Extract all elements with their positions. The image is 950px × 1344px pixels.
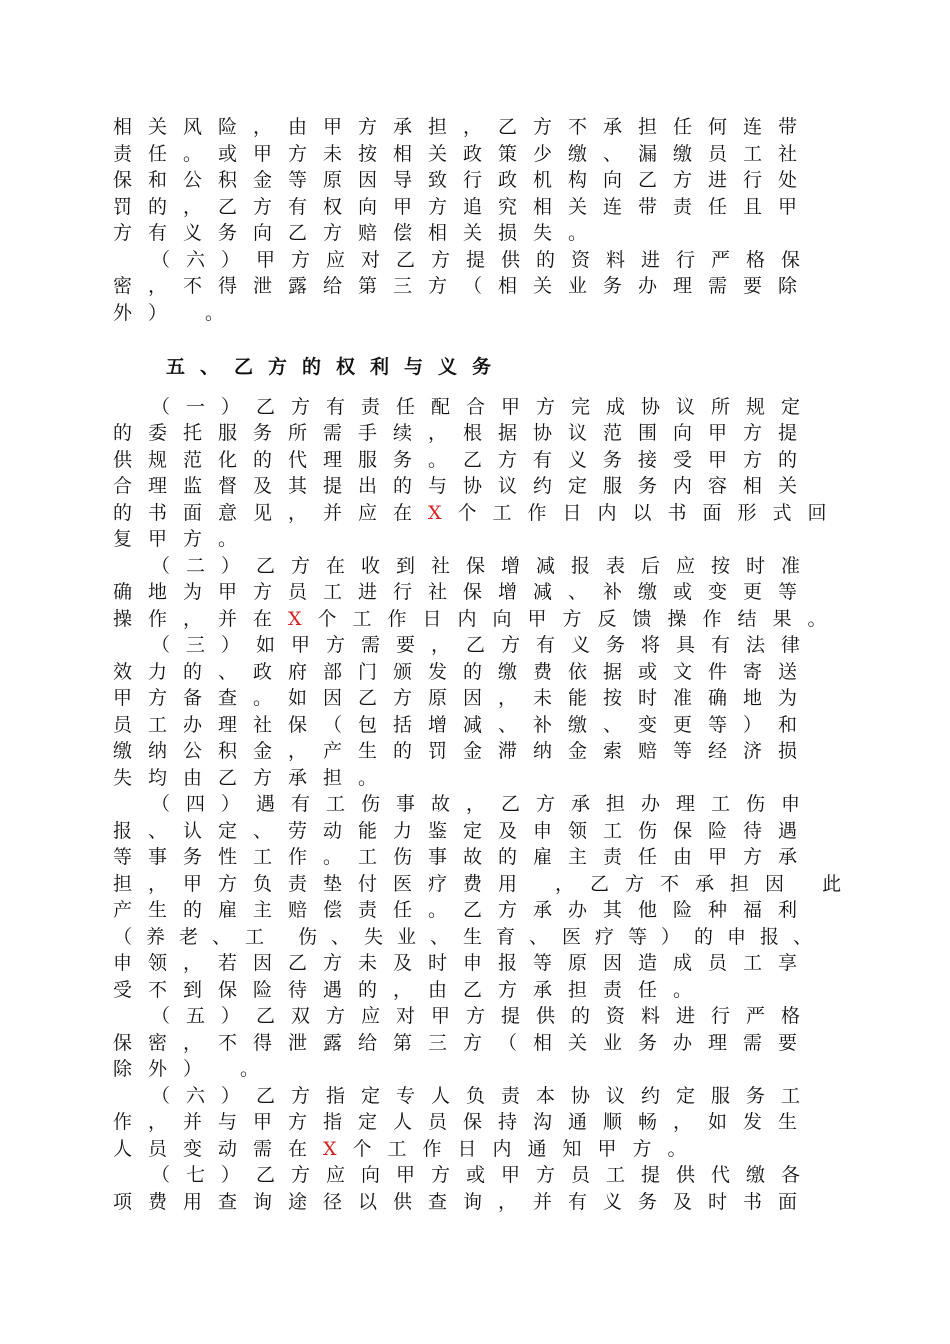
paragraph-line: 申领，若因乙方未及时申报等原因造成员工享 xyxy=(113,952,814,974)
paragraph-line: 的委托服务所需手续，根据协议范围向甲方提 xyxy=(113,422,814,444)
placeholder-mark: X xyxy=(428,502,458,524)
paragraph-line: 合理监督及其提出的与协议约定服务内容相关 xyxy=(113,475,814,497)
placeholder-mark: X xyxy=(288,608,318,630)
paragraph-line xyxy=(113,500,843,526)
line-segment: 的书面意见，并应在 xyxy=(113,502,429,524)
line-segment: 操作，并在 xyxy=(113,608,289,630)
paragraph-line: （五）乙双方应对甲方提供的资料进行严格 xyxy=(151,1005,817,1027)
paragraph-line: 担，甲方负责垫付医疗费用 ，乙方不承担因 此 xyxy=(113,873,858,895)
paragraph-line: 作，并与甲方指定人员保持沟通顺畅，如发生 xyxy=(113,1111,814,1133)
paragraph-line: 报、认定、劳动能力鉴定及申领工伤保险待遇 xyxy=(113,820,814,842)
paragraph-line xyxy=(113,606,843,632)
line-segment: 个工作日内以书面形式回 xyxy=(457,502,843,524)
paragraph-line: 责任。或甲方未按相关政策少缴、漏缴员工社 xyxy=(113,143,814,165)
paragraph-line xyxy=(113,1136,703,1162)
paragraph-line: 等事务性工作。工伤事故的雇主责任由甲方承 xyxy=(113,846,814,868)
paragraph-line: 方有义务向乙方赔偿相关损失。 xyxy=(113,222,604,244)
paragraph-line: 保密，不得泄露给第三方（相关业务办理需要 xyxy=(113,1032,814,1054)
paragraph-line: 除外） 。 xyxy=(113,1058,276,1080)
paragraph-line: （三）如甲方需要，乙方有义务将具有法律 xyxy=(151,634,817,656)
paragraph-line: 受不到保险待遇的，由乙方承担责任。 xyxy=(113,979,709,1001)
paragraph-line: 效力的、政府部门颁发的缴费依据或文件寄送 xyxy=(113,661,814,683)
paragraph-line: 确地为甲方员工进行社保增减、补缴或变更等 xyxy=(113,581,814,603)
paragraph-line: 失均由乙方承担。 xyxy=(113,767,394,789)
paragraph-line: 员工办理社保（包括增减、补缴、变更等）和 xyxy=(113,714,814,736)
paragraph-line: （六）乙方指定专人负责本协议约定服务工 xyxy=(151,1085,817,1107)
paragraph-line: 相关风险，由甲方承担，乙方不承担任何连带 xyxy=(113,116,814,138)
paragraph-line: （一）乙方有责任配合甲方完成协议所规定 xyxy=(151,396,817,418)
paragraph-line: 产生的雇主赔偿责任。乙方承办其他险种福利 xyxy=(113,899,814,921)
paragraph-line: （养老、工 伤、失业、生育、医疗等）的申报、 xyxy=(113,926,827,948)
paragraph-line: 项费用查询途径以供查询，并有义务及时书面 xyxy=(113,1191,814,1213)
paragraph-line: 保和公积金等原因导致行政机构向乙方进行处 xyxy=(113,169,814,191)
section-heading: 五、乙方的权利与义务 xyxy=(166,356,507,378)
paragraph-line: 供规范化的代理服务。乙方有义务接受甲方的 xyxy=(113,449,814,471)
paragraph-line: （六）甲方应对乙方提供的资料进行严格保 xyxy=(151,249,817,271)
paragraph-line: （四）遇有工伤事故，乙方承担办理工伤申 xyxy=(151,793,817,815)
paragraph-line: 甲方备查。如因乙方原因，未能按时准确地为 xyxy=(113,687,814,709)
line-segment: 人员变动需在 xyxy=(113,1138,324,1160)
paragraph-line: （二）乙方在收到社保增减报表后应按时准 xyxy=(151,555,817,577)
paragraph-line: 复甲方。 xyxy=(113,528,254,550)
line-segment: 个工作日内向甲方反馈操作结果。 xyxy=(317,608,843,630)
paragraph-line: 外） 。 xyxy=(113,302,241,324)
paragraph-line: 密，不得泄露给第三方（相关业务办理需要除 xyxy=(113,275,814,297)
placeholder-mark: X xyxy=(323,1138,353,1160)
paragraph-line: 缴纳公积金，产生的罚金滞纳金索赔等经济损 xyxy=(113,740,814,762)
paragraph-line: （七）乙方应向甲方或甲方员工提供代缴各 xyxy=(151,1164,817,1186)
paragraph-line: 罚的，乙方有权向甲方追究相关连带责任且甲 xyxy=(113,196,814,218)
line-segment: 个工作日内通知甲方。 xyxy=(352,1138,703,1160)
